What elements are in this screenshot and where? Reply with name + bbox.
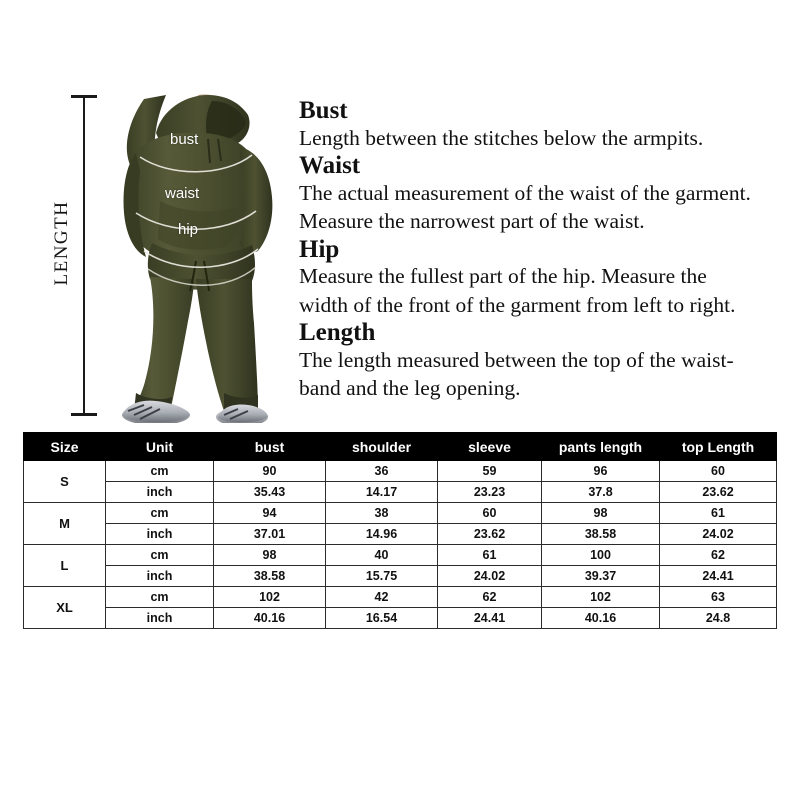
column-header-sleeve: sleeve — [438, 433, 542, 461]
value-cell-sleeve: 61 — [438, 545, 542, 566]
value-cell-sleeve: 23.62 — [438, 524, 542, 545]
value-cell-bust: 98 — [214, 545, 326, 566]
definition-waist-line-1: The actual measurement of the waist of the garment. — [299, 180, 751, 205]
column-header-size: Size — [24, 433, 106, 461]
value-cell-sleeve: 59 — [438, 461, 542, 482]
table-header-row — [24, 433, 777, 461]
value-cell-shoulder: 15.75 — [326, 566, 438, 587]
unit-cell: cm — [106, 461, 214, 482]
value-cell-bust: 102 — [214, 587, 326, 608]
value-cell-pants-length: 39.37 — [542, 566, 660, 587]
value-cell-top-length: 24.02 — [660, 524, 777, 545]
unit-cell: cm — [106, 545, 214, 566]
unit-cell: inch — [106, 524, 214, 545]
waist-measurement-label: waist — [165, 185, 200, 202]
definition-waist-line-2: Measure the narrowest part of the waist. — [299, 209, 645, 234]
table-row — [24, 566, 777, 587]
unit-cell: inch — [106, 608, 214, 629]
size-label-s: S — [24, 461, 106, 503]
value-cell-pants-length: 37.8 — [542, 482, 660, 503]
value-cell-bust: 35.43 — [214, 482, 326, 503]
column-header-shoulder: shoulder — [326, 433, 438, 461]
value-cell-sleeve: 60 — [438, 503, 542, 524]
value-cell-pants-length: 38.58 — [542, 524, 660, 545]
definition-length-line-1: The length measured between the top of the waist- — [299, 347, 734, 372]
column-header-pants-length: pants length — [542, 433, 660, 461]
value-cell-top-length: 23.62 — [660, 482, 777, 503]
term-waist: Waist — [299, 152, 361, 180]
value-cell-pants-length: 40.16 — [542, 608, 660, 629]
bust-measurement-label: bust — [170, 131, 199, 148]
value-cell-pants-length: 98 — [542, 503, 660, 524]
garment-photo — [100, 93, 286, 423]
value-cell-shoulder: 14.96 — [326, 524, 438, 545]
table-row — [24, 482, 777, 503]
value-cell-top-length: 24.41 — [660, 566, 777, 587]
value-cell-top-length: 61 — [660, 503, 777, 524]
definition-bust-line-1: Length between the stitches below the armpits. — [299, 125, 704, 150]
value-cell-bust: 94 — [214, 503, 326, 524]
value-cell-pants-length: 100 — [542, 545, 660, 566]
value-cell-sleeve: 24.02 — [438, 566, 542, 587]
measurement-descriptions — [299, 98, 789, 404]
value-cell-shoulder: 36 — [326, 461, 438, 482]
length-dimension-label: LENGTH — [51, 200, 72, 286]
length-dimension-line — [83, 96, 85, 414]
unit-cell: cm — [106, 587, 214, 608]
column-header-unit: Unit — [106, 433, 214, 461]
value-cell-shoulder: 38 — [326, 503, 438, 524]
size-chart-table — [23, 432, 777, 629]
table-body — [24, 461, 777, 629]
value-cell-shoulder: 14.17 — [326, 482, 438, 503]
value-cell-bust: 90 — [214, 461, 326, 482]
unit-cell: inch — [106, 482, 214, 503]
definition-hip-line-2: width of the front of the garment from left to right. — [299, 292, 736, 317]
value-cell-bust: 40.16 — [214, 608, 326, 629]
value-cell-top-length: 60 — [660, 461, 777, 482]
size-label-xl: XL — [24, 587, 106, 629]
term-length: Length — [299, 319, 376, 347]
value-cell-shoulder: 42 — [326, 587, 438, 608]
unit-cell: inch — [106, 566, 214, 587]
value-cell-shoulder: 40 — [326, 545, 438, 566]
value-cell-pants-length: 102 — [542, 587, 660, 608]
value-cell-pants-length: 96 — [542, 461, 660, 482]
value-cell-top-length: 24.8 — [660, 608, 777, 629]
table-row — [24, 503, 777, 524]
size-label-l: L — [24, 545, 106, 587]
table-row — [24, 587, 777, 608]
hip-measurement-label: hip — [178, 221, 199, 238]
definition-length-line-2: band and the leg opening. — [299, 376, 521, 401]
value-cell-sleeve: 24.41 — [438, 608, 542, 629]
term-bust: Bust — [299, 97, 348, 124]
table-row — [24, 608, 777, 629]
value-cell-shoulder: 16.54 — [326, 608, 438, 629]
unit-cell: cm — [106, 503, 214, 524]
value-cell-sleeve: 23.23 — [438, 482, 542, 503]
value-cell-top-length: 63 — [660, 587, 777, 608]
size-label-m: M — [24, 503, 106, 545]
column-header-top-length: top Length — [660, 433, 777, 461]
value-cell-sleeve: 62 — [438, 587, 542, 608]
definition-hip-line-1: Measure the fullest part of the hip. Measure the — [299, 264, 707, 289]
value-cell-top-length: 62 — [660, 545, 777, 566]
value-cell-bust: 38.58 — [214, 566, 326, 587]
table-row — [24, 545, 777, 566]
table-row — [24, 524, 777, 545]
column-header-bust: bust — [214, 433, 326, 461]
table-row — [24, 461, 777, 482]
length-dimension-indicator — [40, 92, 102, 417]
term-hip: Hip — [299, 235, 340, 263]
length-dimension-bottom-cap — [71, 413, 97, 416]
value-cell-bust: 37.01 — [214, 524, 326, 545]
